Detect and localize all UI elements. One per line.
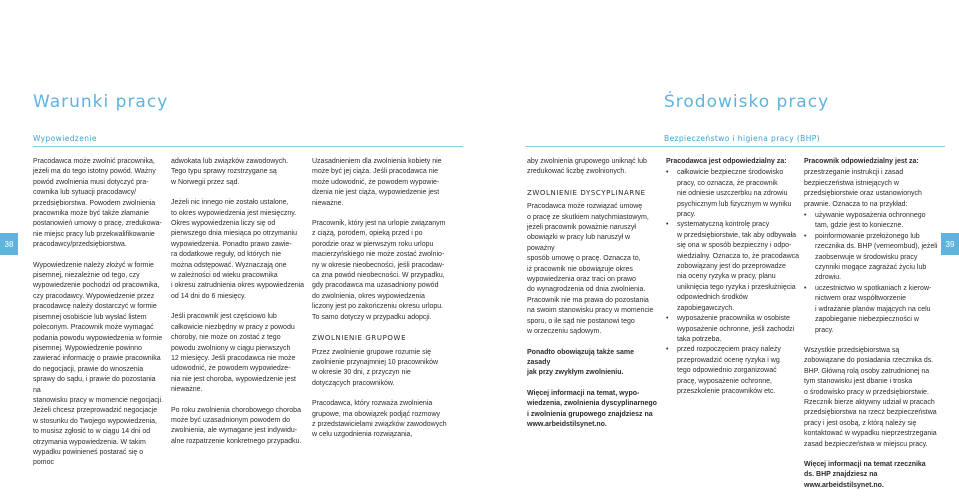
paragraph: Pracownik, który jest na urlopie związanym z ciążą, porodem, opieką przed i po porodzie oraz w pierwszym roku urlopu macierzyńskiego nie może zostać zwolnio- ny w okresie nieobecności, jeśli pracodaw- ca zna powód nieobecności. W przypadku, gdy pracodawca ma uzasadniony powód do zwolnienia, okres wypowiedzenia liczony jest po zakończeniu okresu urlopu. To samo dotyczy w przypadku adopcji. — [312, 220, 446, 321]
list-item: • używanie wyposażenia ochronnego tam, gdzie jest to konieczne. — [812, 211, 939, 232]
right-page-title: Środowisko pracy — [664, 92, 830, 112]
paragraph-bold: Ponadto obowiązują także same zasady jak przy zwykłym zwolnieniu. — [527, 348, 634, 377]
paragraph: Jeśli pracownik jest częściowo lub całkowicie niezbędny w pracy z powodu choroby, nie może on zostać z tego powodu zwolniony w ciągu pierwszych 12 miesięcy. Jeśli pracodawca nie może udowodnić, że powodem wypowiedze- nia nie jest choroba, wypowiedzenie jest nieważne. — [171, 313, 296, 394]
list-item: • wyposażenie pracownika w osobiste wyposażenie ochronne, jeśli zachodzi taka potrzeba. — [674, 314, 801, 345]
section-heading: Pracodawca jest odpowiedzialny za: — [666, 158, 787, 165]
paragraph: Uzasadnieniem dla zwolnienia kobiety nie może być jej ciąża. Jeśli pracodawca nie może udowodnić, że powodem wypowie- dzenia nie jest ciąża, wypowiedzenie jest nieważne. — [312, 158, 442, 207]
section-heading: Pracownik odpowiedzialny jest za: — [804, 158, 919, 165]
paragraph: Pracodawca może zwolnić pracownika, jeżeli ma do tego istotny powód. Ważny powód zwolnienia musi dotyczyć pra- cownika lub sytuacji pracodawcy/ przedsiębiorstwa. Powodem zwolnienia pracownika może być także złamanie postanowień umowy o pracę, zredukowa- nie miejsc pracy lub przekwalifikowanie pracodawcy/przedsiębiorstwa. — [33, 158, 162, 249]
left-col-1 — [33, 157, 163, 479]
list-item: • poinformowanie przełożonego lub rzecznika ds. BHP (verneombud), jeżeli zaobserwuje w środowisku pracy czynniki mogące zagrażać życiu lub zdrowiu. — [812, 232, 939, 284]
paragraph: Wszystkie przedsiębiorstwa są zobowiązane do posiadania rzecznika ds. BHP. Główną rolą osoby zatrudnionej na tym stanowisku jest dbanie i troska o środowisko pracy w przedsiębiorstwie. Rzecznik bierze aktywny udział w pracach przedsiębiorstwa na rzecz bezpieczeństwa pracy i jest osobą, z którą należy się kontaktować w wypadku nieprzestrzegania zasad bezpieczeństwa w miejscu pracy. — [804, 346, 937, 448]
employee-duties-list — [804, 211, 939, 336]
paragraph: Przez zwolnienie grupowe rozumie się zwolnienie przynajmniej 10 pracowników w okresie 30 dni, z przyczyn nie dotyczących pracowników. — [312, 348, 439, 387]
right-col-1 — [527, 157, 659, 440]
paragraph: Jeżeli nic innego nie zostało ustalone, to okres wypowiedzenia jest miesięczny. Okres wypowiedzenia liczy się od pierwszego dnia miesiąca po otrzymaniu wypowiedzenia. Ponadto prawo zawie- ra dodatkowe reguły, od których nie można odstępować. Wyznaczają one w zależności od wieku pracownika i okresu zatrudnienia okres wypowiedzenia od 14 dni do 6 miesięcy. — [171, 199, 305, 300]
right-section-rule — [525, 146, 945, 147]
left-col-2 — [171, 157, 306, 457]
right-page-subtitle: Bezpieczeństwo i higiena pracy (BHP) — [664, 134, 820, 143]
list-item: • systematyczną kontrolę pracy w przedsiębiorstwie, tak aby odbywała się ona w sposób bezpieczny i odpo- wiedzialny. Oznacza to, że pracodawca zobowiązany jest do przeprowadze nia oceny ryzyka w pracy, planu uniknięcia tego ryzyka i przesłużnięcia odpowiednich środków zapobiegawczych. — [674, 220, 801, 314]
paragraph: przestrzeganie instrukcji i zasad bezpieczeństwa istniejących w przedsiębiorstwie oraz ustanowionych prawnie. Oznacza to na przykład: — [804, 169, 922, 208]
employer-duties-list — [666, 168, 801, 397]
info-link-text: Więcej informacji na temat rzecznika ds. BHP znajdziesz na www.arbeidstilsynet.no. — [804, 460, 926, 489]
paragraph: aby zwolnienia grupowego uniknąć lub zredukować liczbę zwolnionych. — [527, 158, 647, 176]
left-page-number: 38 — [0, 233, 18, 255]
list-item: • przed rozpoczęciem pracy należy przeprowadzić ocenę ryzyka i wg tego odpowiednio zorganizować pracę, wyposażenie ochronne, przeszkolenie pracowników etc. — [674, 345, 801, 397]
list-item: • uczestnictwo w spotkaniach z kierow- nictwem oraz współtworzenie i wdrażanie planów mających na celu zapobieganie niebezpieczności w pracy. — [812, 284, 939, 336]
paragraph: Po roku zwolnienia chorobowego choroba może być uzasadnionym powodem do zwolnienia, ale wymagane jest indywidu- alne rozpatrzenie konkretnego przypadku. — [171, 406, 302, 445]
right-col-2 — [666, 157, 801, 397]
left-col-3 — [312, 157, 462, 451]
left-page-title: Warunki pracy — [33, 92, 169, 112]
section-heading: ZWOLNIENIE DYSCYPLINARNE — [527, 188, 646, 197]
right-page-number: 39 — [941, 233, 959, 255]
info-link-text: Więcej informacji na temat, wypo- wiedzenia, zwolnienia dyscyplinarnego i zwolnienia grupowego znajdziesz na www.arbeidstilsynet.no. — [527, 389, 657, 428]
paragraph: Pracodawca może rozwiązać umowę o pracę ze skutkiem natychmiastowym, jeżeli pracownik poważnie naruszył obowiązki w pracy lub naruszył w poważny sposób umowę o pracę. Oznacza to, iż pracownik nie obowiązuje okres wypowiedzenia oraz traci on prawo do wynagrodzenia od dnia zwolnienia. Pracownik nie ma prawa do pozostania na swoim stanowisku pracy w momencie sporu, o ile sąd nie postanowi tego w orzeczeniu sądowym. — [527, 203, 654, 336]
list-item: • całkowicie bezpieczne środowisko pracy, co oznacza, że pracownik nie odniesie uszczerbku na zdrowiu psychicznym lub fizycznym w wyniku pracy. — [674, 168, 801, 220]
paragraph: adwokata lub związków zawodowych. Tego typu sprawy rozstrzygane są w Norwegii przez sąd. — [171, 158, 289, 186]
paragraph: Wypowiedzenie należy złożyć w formie pisemnej, niezależnie od tego, czy wypowiedzenie pochodzi od pracownika, czy pracodawcy. Wypowiedzenie przez pracodawcę należy dostarczyć w formie pisemnej osobiście lub wysłać listem poleconym. Pracownik może wymagać podania powodu wypowiedzenia w formie pisemnej. Wypowiedzenie powinno zawierać informację o prawie pracownika do negocjacji, prawie do wnoszenia sprawy do sądu, i prawie do pozostania na stanowisku pracy w momencie negocjacji. Jeżeli chcesz przeprowadzić negocjacje w stosunku do Twojego wypowiedzenia, to musisz zgłosić to w ciągu 14 dni od otrzymania wypowiedzenia. W takim wypadku powinieneś postarać się o pomoc — [33, 261, 163, 467]
right-col-3 — [804, 157, 939, 501]
paragraph: Pracodawca, który rozważa zwolnienia grupowe, ma obowiązek podjąć rozmowy z przedstawicielami związków zawodowych w celu uzgodnienia rozwiązania, — [312, 400, 447, 439]
section-heading: ZWOLNIENIE GRUPOWE — [312, 334, 407, 343]
left-section-rule — [33, 146, 463, 147]
left-page-subtitle: Wypowiedzenie — [33, 134, 97, 143]
